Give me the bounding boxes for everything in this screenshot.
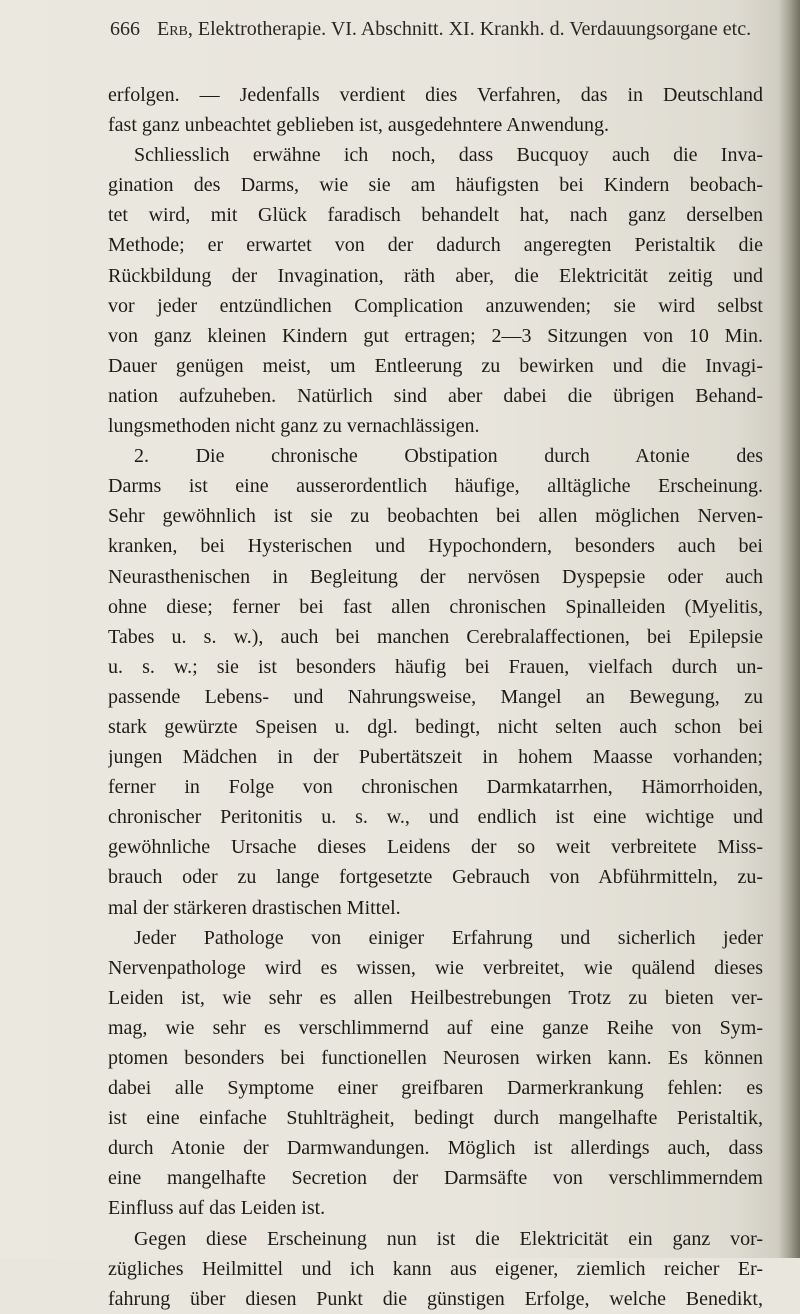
text-line: von ganz kleinen Kindern gut ertragen; 2—3 Sitzungen von 10 Min.	[108, 324, 763, 347]
text-line: u. s. w.; sie ist besonders häufig bei Frauen, vielfach durch un-	[108, 655, 763, 678]
page-edge-shadow	[778, 0, 800, 1258]
body-text	[108, 80, 763, 1314]
text-line: kranken, bei Hysterischen und Hypochondern, besonders auch bei	[108, 535, 763, 558]
text-line: Dauer genügen meist, um Entleerung zu bewirken und die Invagi-	[108, 354, 763, 377]
text-line: lungsmethoden nicht ganz zu vernachlässigen.	[108, 415, 480, 438]
text-line: Darms ist eine ausserordentlich häufige, alltägliche Erscheinung.	[108, 475, 763, 498]
text-line: brauch oder zu lange fortgesetzte Gebrauch von Abführmitteln, zu-	[108, 866, 763, 889]
text-line: fahrung über diesen Punkt die günstigen Erfolge, welche Benedikt,	[108, 1287, 763, 1310]
text-line: Jeder Pathologe von einiger Erfahrung und sicherlich jeder	[134, 926, 763, 949]
text-line: dabei alle Symptome einer greifbaren Darmerkrankung fehlen: es	[108, 1077, 763, 1100]
text-line: mal der stärkeren drastischen Mittel.	[108, 896, 401, 919]
text-line: Einfluss auf das Leiden ist.	[108, 1197, 326, 1220]
text-line: Neurasthenischen in Begleitung der nervösen Dyspepsie oder auch	[108, 565, 763, 588]
text-line: erfolgen. — Jedenfalls verdient dies Verfahren, das in Deutschland	[108, 84, 763, 106]
text-line: jungen Mädchen in der Pubertätszeit in hohem Maasse vorhanden;	[108, 746, 763, 769]
header-title: Elektrotherapie. VI. Abschnitt. XI. Krankh. d. Verdauungsorgane etc.	[197, 18, 752, 40]
page-number: 666	[110, 18, 140, 40]
text-line: eine mangelhafte Secretion der Darmsäfte von verschlimmerndem	[108, 1167, 763, 1190]
text-line: fast ganz unbeachtet geblieben ist, ausgedehntere Anwendung.	[108, 114, 609, 137]
text-line: gewöhnliche Ursache dieses Leidens der so weit verbreitete Miss-	[108, 836, 763, 859]
text-line: Nervenpathologe wird es wissen, wie verbreitet, wie quälend dieses	[108, 956, 763, 979]
text-line: chronischer Peritonitis u. s. w., und endlich ist eine wichtige und	[108, 806, 763, 829]
header-author: Erb,	[157, 18, 193, 40]
text-line: ohne diese; ferner bei fast allen chronischen Spinalleiden (Myelitis,	[108, 595, 763, 618]
text-line: tet wird, mit Glück faradisch behandelt hat, nach ganz derselben	[108, 204, 763, 227]
text-line: durch Atonie der Darmwandungen. Möglich ist allerdings auch, dass	[108, 1137, 763, 1160]
text-line: Sehr gewöhnlich ist sie zu beobachten bei allen möglichen Nerven-	[108, 505, 763, 528]
text-line: vor jeder entzündlichen Complication anzuwenden; sie wird selbst	[108, 294, 763, 317]
text-line: Schliesslich erwähne ich noch, dass Bucquoy auch die Inva-	[134, 144, 763, 167]
text-line: mag, wie sehr es verschlimmernd auf eine ganze Reihe von Sym-	[108, 1016, 763, 1039]
text-line: gination des Darms, wie sie am häufigsten bei Kindern beobach-	[108, 174, 763, 197]
text-line: Tabes u. s. w.), auch bei manchen Cerebralaffectionen, bei Epilepsie	[108, 625, 763, 648]
text-line: ptomen besonders bei functionellen Neurosen wirken kann. Es können	[108, 1047, 763, 1069]
text-line: stark gewürzte Speisen u. dgl. bedingt, nicht selten auch schon bei	[108, 715, 763, 738]
text-line: Gegen diese Erscheinung nun ist die Elektricität ein ganz vor-	[134, 1227, 763, 1250]
text-line: zügliches Heilmittel und ich kann aus eigener, ziemlich reicher Er-	[108, 1257, 763, 1280]
text-line: Methode; er erwartet von der dadurch angeregten Peristaltik die	[108, 234, 763, 257]
running-header	[110, 12, 760, 46]
text-line: nation aufzuheben. Natürlich sind aber dabei die übrigen Behand-	[108, 384, 763, 407]
text-line: ist eine einfache Stuhlträgheit, bedingt durch mangelhafte Peristaltik,	[108, 1107, 763, 1130]
text-line: ferner in Folge von chronischen Darmkatarrhen, Hämorrhoiden,	[108, 776, 763, 799]
text-line: passende Lebens- und Nahrungsweise, Mangel an Bewegung, zu	[108, 685, 763, 708]
text-line: 2. Die chronische Obstipation durch Atonie des	[134, 445, 763, 468]
text-line: Leiden ist, wie sehr es allen Heilbestrebungen Trotz zu bieten ver-	[108, 986, 763, 1009]
text-line: Rückbildung der Invagination, räth aber, die Elektricität zeitig und	[108, 264, 763, 287]
